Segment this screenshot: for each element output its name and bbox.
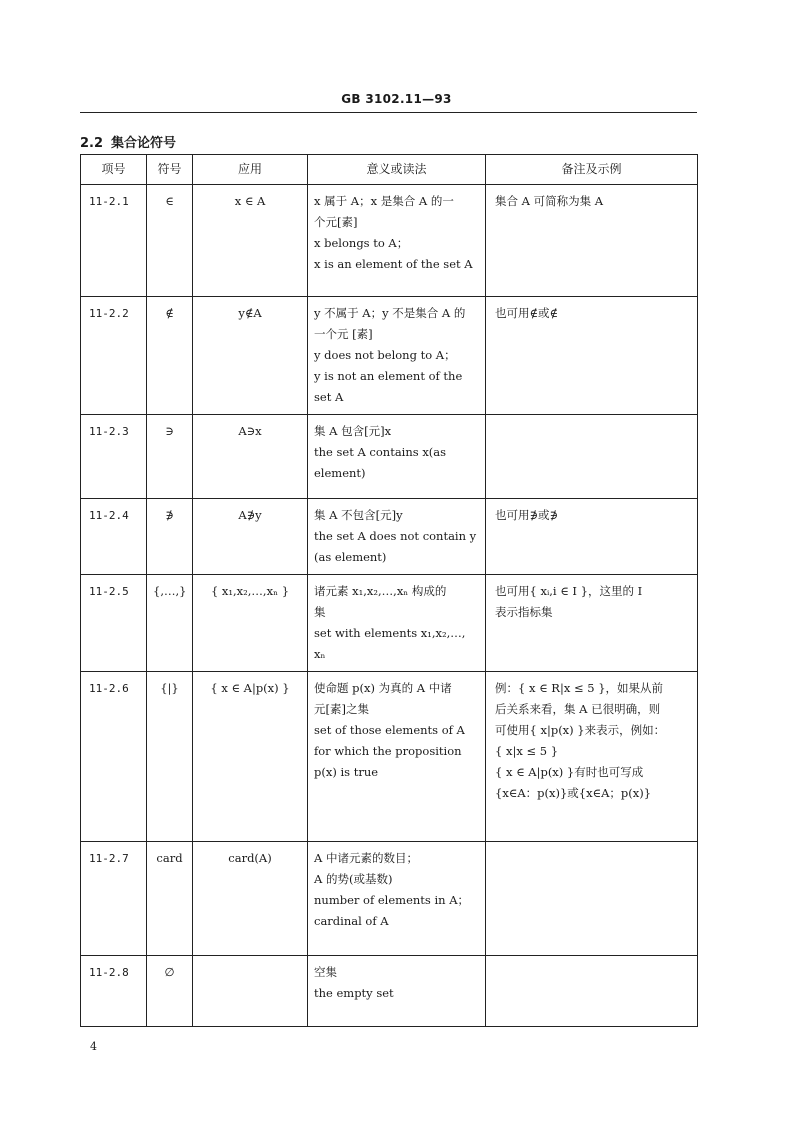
symbol-cell: {|} (147, 672, 193, 842)
meaning-cell (308, 956, 486, 1027)
notes-cell (486, 842, 698, 956)
notes-cell (486, 672, 698, 842)
notes-cell (486, 575, 698, 672)
application-cell: { x₁,x₂,…,xₙ } (193, 575, 308, 672)
meaning-line: y 不属于 A；y 不是集合 A 的 (314, 306, 466, 320)
standard-code: GB 3102.11—93 (341, 92, 452, 106)
meaning-line: set A (314, 390, 344, 404)
application-cell: { x ∈ A|p(x) } (193, 672, 308, 842)
section-title-text: 集合论符号 (111, 136, 177, 151)
meaning-line: the set A contains x(as (314, 445, 447, 459)
meaning-line: x is an element of the set A (314, 257, 473, 271)
notes-line: 可使用{ x|p(x) }来表示，例如： (495, 723, 666, 737)
table-row (81, 956, 698, 1027)
header-application: 应用 (193, 155, 308, 185)
meaning-line: for which the proposition (314, 744, 462, 758)
notes-line: { x|x ≤ 5 } (495, 744, 559, 758)
notes-cell (486, 499, 698, 575)
meaning-line: 集 A 不包含[元]y (314, 508, 403, 522)
meaning-cell (308, 842, 486, 956)
meaning-cell (308, 297, 486, 415)
notes-cell (486, 956, 698, 1027)
meaning-line: x belongs to A； (314, 236, 409, 250)
table-header-row (81, 155, 698, 185)
meaning-line: 一个元 [素] (314, 327, 373, 341)
meaning-line: the empty set (314, 986, 394, 1000)
notes-line: 也可用∌或∌ (495, 508, 559, 522)
item-number: 11-2.3 (81, 415, 147, 499)
notes-line: 后关系来看，集 A 已很明确，则 (495, 702, 661, 716)
header-notes: 备注及示例 (486, 155, 698, 185)
item-number: 11-2.2 (81, 297, 147, 415)
meaning-line: 集 (314, 605, 326, 619)
meaning-line: cardinal of A (314, 914, 389, 928)
meaning-line: 集 A 包含[元]x (314, 424, 392, 438)
section-title (80, 132, 176, 151)
application-cell: A∌y (193, 499, 308, 575)
notes-line: 表示指标集 (495, 605, 553, 619)
item-number: 11-2.6 (81, 672, 147, 842)
table-row (81, 415, 698, 499)
table-row (81, 672, 698, 842)
symbols-table (80, 154, 698, 1027)
meaning-cell (308, 672, 486, 842)
meaning-line: (as element) (314, 550, 387, 564)
meaning-line: y does not belong to A； (314, 348, 456, 362)
notes-line: 也可用∉或∉ (495, 306, 559, 320)
application-cell: card(A) (193, 842, 308, 956)
table-row (81, 185, 698, 297)
meaning-line: A 的势(或基数) (314, 872, 393, 886)
table-row (81, 297, 698, 415)
meaning-line: A 中诸元素的数目； (314, 851, 418, 865)
symbol-cell: ∌ (147, 499, 193, 575)
meaning-line: 空集 (314, 965, 337, 979)
meaning-line: p(x) is true (314, 765, 379, 779)
meaning-line: xₙ (314, 647, 326, 661)
header-rule (80, 112, 697, 113)
header-meaning: 意义或读法 (308, 155, 486, 185)
meaning-line: 元[素]之集 (314, 702, 369, 716)
application-cell: A∋x (193, 415, 308, 499)
meaning-line: x 属于 A；x 是集合 A 的一 (314, 194, 454, 208)
meaning-line: the set A does not contain y (314, 529, 477, 543)
application-cell (193, 956, 308, 1027)
meaning-line: number of elements in A； (314, 893, 470, 907)
symbol-cell: {,…,} (147, 575, 193, 672)
notes-line: 集合 A 可简称为集 A (495, 194, 604, 208)
meaning-cell (308, 185, 486, 297)
symbol-cell: ∅ (147, 956, 193, 1027)
notes-cell (486, 415, 698, 499)
meaning-line: set of those elements of A (314, 723, 465, 737)
meaning-line: element) (314, 466, 366, 480)
meaning-line: 使命题 p(x) 为真的 A 中诸 (314, 681, 452, 695)
header-symbol: 符号 (147, 155, 193, 185)
section-number: 2.2 (80, 136, 104, 151)
item-number: 11-2.5 (81, 575, 147, 672)
meaning-cell (308, 575, 486, 672)
symbol-cell: ∉ (147, 297, 193, 415)
item-number: 11-2.7 (81, 842, 147, 956)
item-number: 11-2.1 (81, 185, 147, 297)
meaning-line: set with elements x₁,x₂,…, (314, 626, 466, 640)
symbol-cell: ∋ (147, 415, 193, 499)
notes-cell (486, 185, 698, 297)
meaning-cell (308, 499, 486, 575)
notes-line: { x ∈ A|p(x) }有时也可写成 (495, 765, 644, 779)
notes-line: 也可用{ xᵢ,i ∈ I }，这里的 I (495, 584, 643, 598)
meaning-line: y is not an element of the (314, 369, 463, 383)
page-number: 4 (90, 1040, 97, 1053)
meaning-cell (308, 415, 486, 499)
application-cell: x ∈ A (193, 185, 308, 297)
table-row (81, 575, 698, 672)
application-cell: y∉A (193, 297, 308, 415)
symbol-cell: ∈ (147, 185, 193, 297)
table-row (81, 499, 698, 575)
notes-line: {x∈A：p(x)}或{x∈A；p(x)} (495, 786, 652, 800)
table-row (81, 842, 698, 956)
symbol-cell: card (147, 842, 193, 956)
item-number: 11-2.4 (81, 499, 147, 575)
meaning-line: 诸元素 x₁,x₂,…,xₙ 构成的 (314, 584, 447, 598)
item-number: 11-2.8 (81, 956, 147, 1027)
meaning-line: 个元[素] (314, 215, 358, 229)
header-no: 项号 (81, 155, 147, 185)
notes-cell (486, 297, 698, 415)
notes-line: 例：{ x ∈ R|x ≤ 5 }，如果从前 (495, 681, 664, 695)
